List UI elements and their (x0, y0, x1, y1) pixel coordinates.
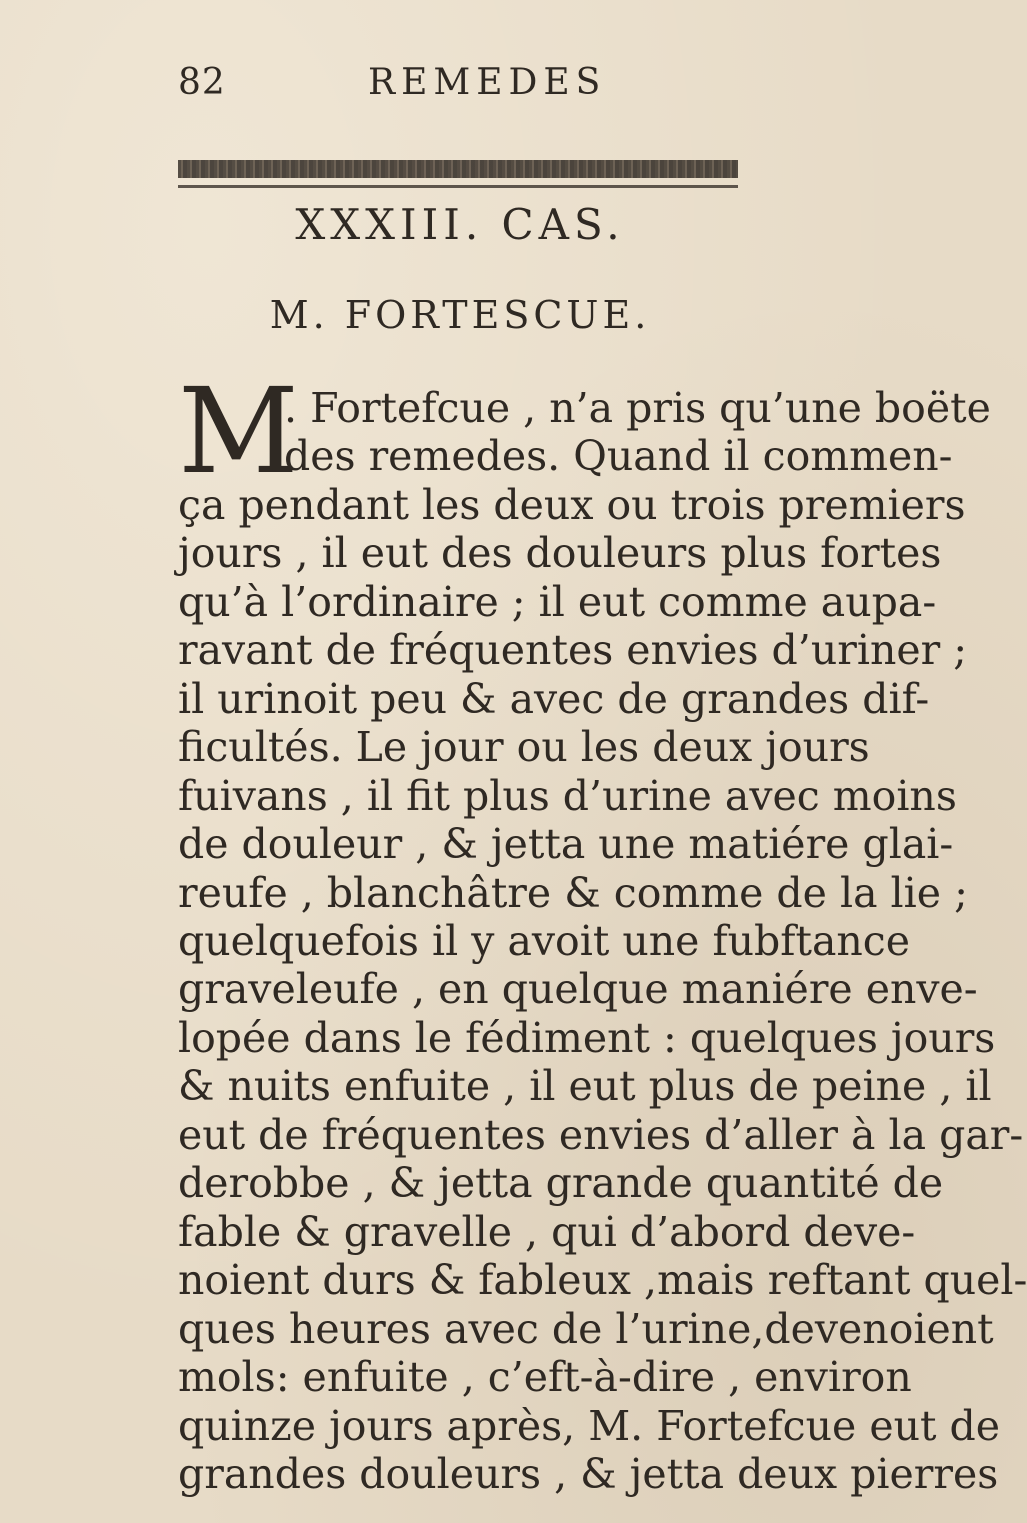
text-line-23: grandes douleurs , & jetta deux pierres (178, 1450, 999, 1498)
text-line-7: il urinoit peu & avec de grandes dif- (178, 674, 930, 723)
text-line-19: noient durs & fableux ,mais reftant quel- (178, 1256, 1027, 1305)
text-line-10: de douleur , & jetta une matiére glai- (178, 820, 954, 869)
text-line-8: ficultés. Le jour ou les deux jours (178, 723, 870, 772)
page-number: 82 (178, 62, 226, 103)
text-line-14: lopée dans le fédiment : quelques jours (178, 1013, 996, 1062)
text-line-1: . Fortefcue , n’a pris qu’une boëte (284, 384, 991, 432)
text-line-17: derobbe , & jetta grande quantité de (178, 1159, 944, 1208)
ornamental-rule (178, 185, 738, 188)
text-line-5: qu’à l’ordinaire ; il eut comme aupa- (178, 577, 937, 626)
text-line-18: fable & gravelle , qui d’abord deve- (178, 1207, 916, 1256)
text-line-22: quinze jours après, M. Fortefcue eut de (178, 1401, 1001, 1450)
text-line-3: ça pendant les deux ou trois premiers (178, 480, 966, 529)
drop-cap: M (178, 362, 299, 500)
ornamental-band (178, 160, 738, 178)
text-line-2: des remedes. Quand il commen- (284, 432, 953, 481)
text-line-16: eut de fréquentes envies d’aller à la gar- (178, 1110, 1024, 1159)
text-line-15: & nuits enfuite , il eut plus de peine , il (178, 1062, 992, 1111)
text-line-20: ques heures avec de l’urine,devenoient (178, 1304, 994, 1353)
text-line-12: quelquefois il y avoit une fubftance (178, 917, 911, 965)
text-line-6: ravant de fréquentes envies d’uriner ; (178, 626, 968, 675)
text-line-21: mols: enfuite , c’eft-à-dire , environ (178, 1353, 912, 1402)
text-line-11: reufe , blanchâtre & comme de la lie ; (178, 868, 968, 917)
text-line-9: fuivans , il fit plus d’urine avec moins (178, 771, 957, 820)
text-line-4: jours , il eut des douleurs plus fortes (178, 529, 942, 578)
case-heading: XXXIII. CAS. (295, 200, 625, 249)
running-head (178, 62, 738, 112)
person-heading: M. FORTESCUE. (269, 293, 651, 337)
running-title: REMEDES (368, 62, 607, 103)
text-line-13: graveleufe , en quelque maniére enve- (178, 965, 978, 1014)
